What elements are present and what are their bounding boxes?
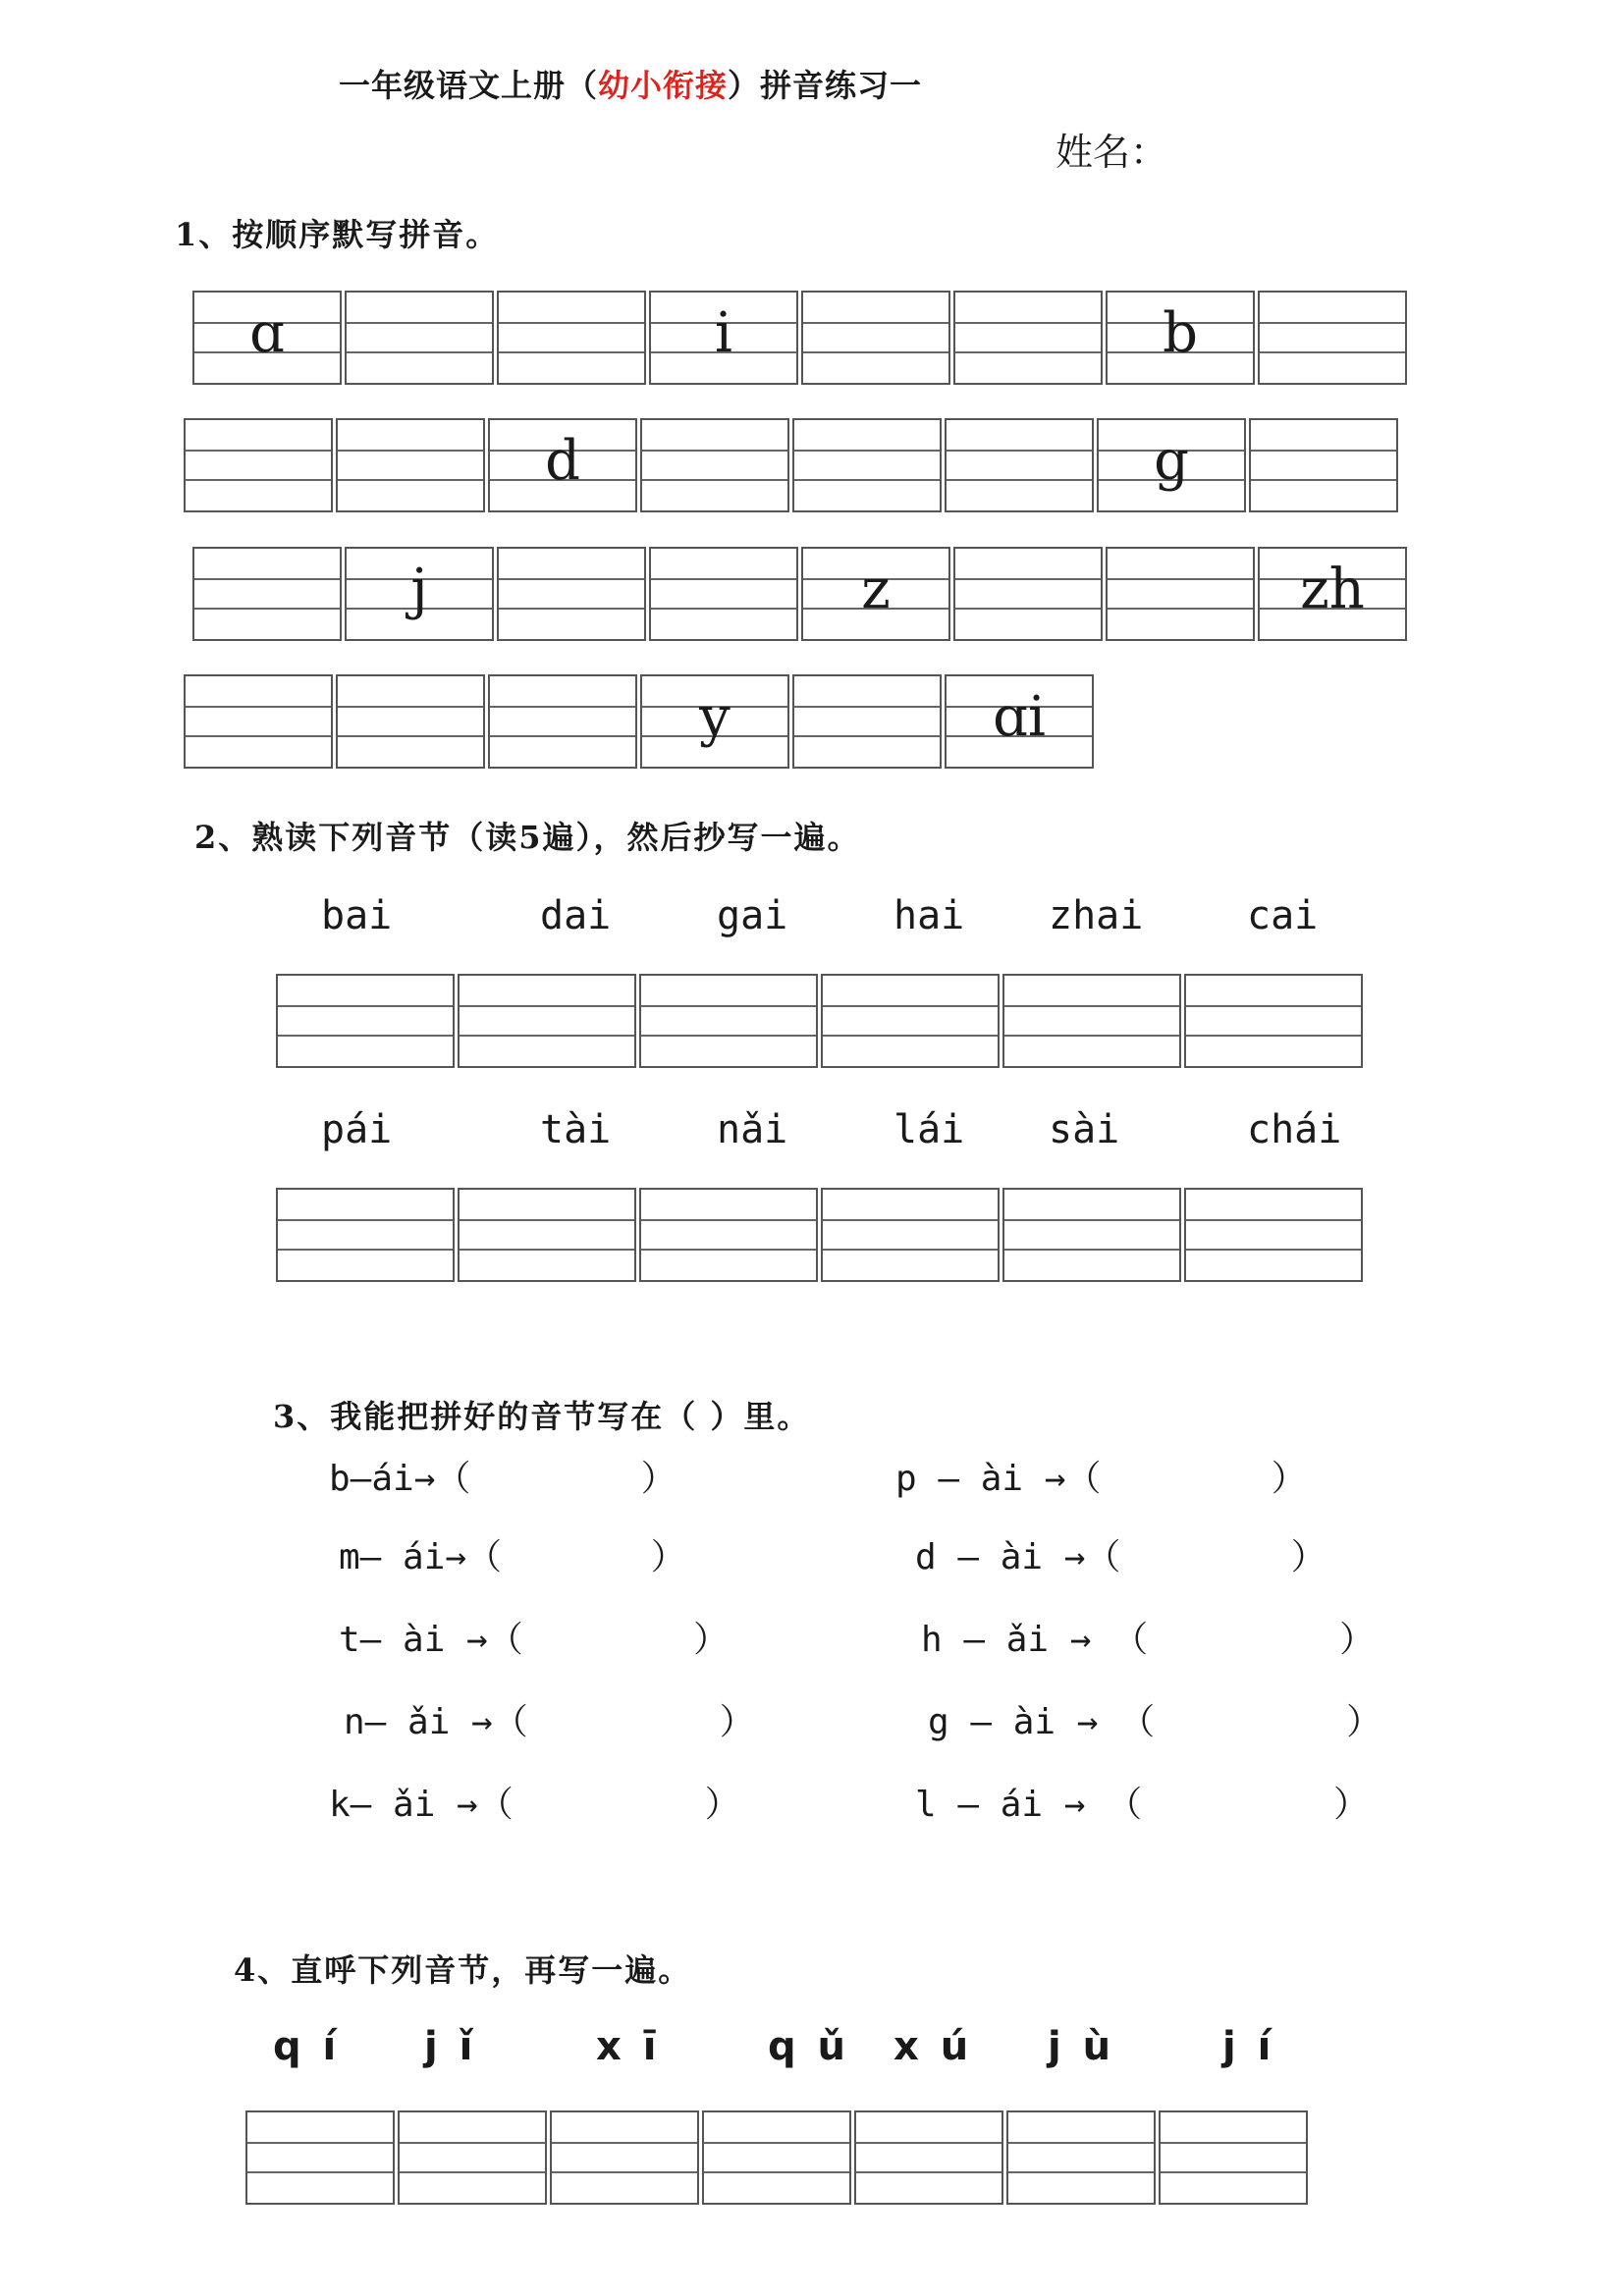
guide-line [247, 2142, 393, 2144]
writing-cell[interactable] [184, 674, 333, 769]
syllable-label: chái [1247, 1107, 1342, 1152]
guide-line [499, 608, 644, 610]
guide-line [641, 1035, 816, 1037]
pinyin-letter: g [1154, 429, 1189, 493]
guide-line [947, 479, 1092, 481]
writing-cell[interactable] [1159, 2110, 1308, 2205]
guide-line [1161, 2171, 1306, 2173]
syllable-label: x ī [596, 2024, 661, 2069]
guide-line [499, 351, 644, 353]
guide-line [642, 450, 787, 452]
guide-line [338, 479, 483, 481]
guide-line [803, 351, 948, 353]
guide-line [856, 2171, 1001, 2173]
guide-line [955, 351, 1101, 353]
writing-cell[interactable] [792, 674, 942, 769]
syllable-label: q í [273, 2024, 341, 2069]
blend-exercise: k— ǎi →（ ） [329, 1785, 740, 1825]
guide-line [704, 2142, 849, 2144]
guide-line [1004, 1035, 1179, 1037]
writing-row [276, 974, 1366, 1068]
pinyin-letter: i [715, 301, 732, 365]
writing-cell[interactable] [702, 2110, 851, 2205]
guide-line [704, 2171, 849, 2173]
guide-line [794, 735, 940, 737]
writing-cell[interactable] [792, 418, 942, 512]
guide-line [278, 1249, 453, 1251]
title-highlight: 幼小衔接 [598, 67, 729, 104]
guide-line [955, 578, 1101, 580]
guide-line [642, 479, 787, 481]
syllable-label: bai [321, 893, 393, 938]
pinyin-letter: z [861, 558, 891, 621]
question-4-heading: 4、直呼下列音节，再写一遍。 [234, 1951, 692, 1989]
writing-cell[interactable] [1002, 974, 1181, 1068]
syllable-label: zhai [1049, 893, 1144, 938]
guide-line [1251, 479, 1396, 481]
syllable-label: j í [1222, 2024, 1275, 2069]
guide-line [490, 735, 635, 737]
guide-line [641, 1249, 816, 1251]
guide-line [823, 1219, 998, 1221]
syllable-label: j ù [1048, 2024, 1115, 2069]
guide-line [460, 1219, 634, 1221]
writing-cell[interactable] [1258, 291, 1407, 385]
writing-cell[interactable] [639, 974, 818, 1068]
question-2-heading: 2、熟读下列音节（读5遍），然后抄写一遍。 [194, 819, 861, 856]
syllable-label: j ǐ [424, 2024, 477, 2069]
writing-cell[interactable] [821, 974, 1000, 1068]
guide-line [490, 706, 635, 708]
guide-line [338, 706, 483, 708]
guide-line [823, 1249, 998, 1251]
writing-cell[interactable] [336, 674, 485, 769]
q1-row [184, 674, 1097, 769]
blend-exercise: m— ái→（ ） [339, 1537, 686, 1577]
blend-exercise: g — ài → （ ） [928, 1702, 1382, 1742]
writing-row [245, 2110, 1311, 2205]
question-3-heading: 3、我能把拼好的音节写在（ ）里。 [273, 1398, 811, 1435]
question-1-heading: 1、按顺序默写拼音。 [175, 216, 500, 253]
guide-line [651, 608, 796, 610]
writing-cell[interactable] [192, 291, 342, 385]
guide-line [1186, 1249, 1361, 1251]
guide-line [1004, 1249, 1179, 1251]
blend-exercise: l — ái → （ ） [915, 1785, 1370, 1825]
writing-cell[interactable] [854, 2110, 1003, 2205]
guide-line [186, 479, 331, 481]
syllable-label: dai [540, 893, 612, 938]
writing-cell[interactable] [458, 974, 636, 1068]
writing-cell[interactable] [276, 974, 455, 1068]
syllable-label: tài [540, 1107, 612, 1152]
syllable-label: x ú [893, 2024, 973, 2069]
writing-cell[interactable] [953, 291, 1103, 385]
writing-cell[interactable] [345, 291, 494, 385]
writing-cell[interactable] [398, 2110, 547, 2205]
writing-cell[interactable] [550, 2110, 699, 2205]
writing-cell[interactable] [640, 674, 789, 769]
pinyin-letter: j [410, 558, 428, 621]
pinyin-letter: b [1163, 301, 1198, 365]
blend-exercise: t— ài →（ ） [339, 1620, 730, 1660]
guide-line [338, 735, 483, 737]
writing-cell[interactable] [1184, 1188, 1363, 1282]
guide-line [1186, 1219, 1361, 1221]
writing-cell[interactable] [801, 291, 950, 385]
writing-cell[interactable] [192, 547, 342, 641]
guide-line [794, 450, 940, 452]
writing-cell[interactable] [245, 2110, 395, 2205]
writing-cell[interactable] [1006, 2110, 1156, 2205]
guide-line [552, 2142, 697, 2144]
guide-line [1108, 578, 1253, 580]
guide-line [1008, 2171, 1154, 2173]
guide-line [1251, 450, 1396, 452]
guide-line [186, 735, 331, 737]
pinyin-letter: y [699, 685, 731, 749]
writing-cell[interactable] [649, 547, 798, 641]
page-title: 一年级语文上册（幼小衔接）拼音练习一 [339, 67, 923, 104]
guide-line [347, 322, 492, 324]
writing-cell[interactable] [488, 418, 637, 512]
guide-line [499, 578, 644, 580]
writing-cell[interactable] [184, 418, 333, 512]
writing-cell[interactable] [488, 674, 637, 769]
writing-cell[interactable] [1106, 291, 1255, 385]
guide-line [347, 351, 492, 353]
name-label: 姓名： [1056, 131, 1168, 174]
writing-row [276, 1188, 1366, 1282]
writing-cell[interactable] [821, 1188, 1000, 1282]
writing-cell[interactable] [639, 1188, 818, 1282]
guide-line [856, 2142, 1001, 2144]
guide-line [278, 1219, 453, 1221]
q1-row [192, 547, 1410, 641]
blend-exercise: d — ài →（ ） [915, 1537, 1326, 1577]
writing-cell[interactable] [945, 418, 1094, 512]
guide-line [194, 608, 340, 610]
guide-line [1260, 351, 1405, 353]
writing-cell[interactable] [336, 418, 485, 512]
pinyin-letter: d [545, 429, 580, 493]
guide-line [1004, 1005, 1179, 1007]
pinyin-letter: ɑ [249, 301, 285, 365]
guide-line [460, 1035, 634, 1037]
writing-cell[interactable] [649, 291, 798, 385]
guide-line [823, 1035, 998, 1037]
guide-line [947, 450, 1092, 452]
syllable-label: cai [1247, 893, 1319, 938]
guide-line [1008, 2142, 1154, 2144]
syllable-label: gai [717, 893, 788, 938]
syllable-label: pái [321, 1107, 393, 1152]
writing-cell[interactable] [953, 547, 1103, 641]
guide-line [1260, 322, 1405, 324]
guide-line [955, 322, 1101, 324]
pinyin-letter: zh [1300, 558, 1365, 621]
writing-cell[interactable] [1106, 547, 1255, 641]
pinyin-letter: ɑi [993, 685, 1046, 749]
guide-line [651, 578, 796, 580]
writing-cell[interactable] [945, 674, 1094, 769]
guide-line [460, 1249, 634, 1251]
writing-cell[interactable] [276, 1188, 455, 1282]
writing-cell[interactable] [801, 547, 950, 641]
guide-line [1108, 608, 1253, 610]
guide-line [1161, 2142, 1306, 2144]
writing-cell[interactable] [497, 291, 646, 385]
writing-cell[interactable] [1097, 418, 1246, 512]
guide-line [955, 608, 1101, 610]
guide-line [1186, 1035, 1361, 1037]
guide-line [794, 479, 940, 481]
guide-line [499, 322, 644, 324]
guide-line [194, 578, 340, 580]
writing-cell[interactable] [345, 547, 494, 641]
guide-line [338, 450, 483, 452]
blend-exercise: b—ái→（ ） [329, 1459, 677, 1499]
guide-line [823, 1005, 998, 1007]
writing-cell[interactable] [1249, 418, 1398, 512]
guide-line [552, 2171, 697, 2173]
guide-line [247, 2171, 393, 2173]
writing-cell[interactable] [497, 547, 646, 641]
writing-cell[interactable] [458, 1188, 636, 1282]
guide-line [794, 706, 940, 708]
guide-line [1186, 1005, 1361, 1007]
guide-line [400, 2171, 545, 2173]
guide-line [278, 1035, 453, 1037]
q1-row [184, 418, 1401, 512]
writing-cell[interactable] [1258, 547, 1407, 641]
q1-row [192, 291, 1410, 385]
guide-line [641, 1219, 816, 1221]
syllable-label: lái [893, 1107, 965, 1152]
guide-line [460, 1005, 634, 1007]
syllable-label: q ǔ [768, 2024, 850, 2069]
syllable-label: hai [893, 893, 965, 938]
guide-line [186, 450, 331, 452]
guide-line [641, 1005, 816, 1007]
blend-exercise: n— ǎi →（ ） [344, 1702, 755, 1742]
blend-exercise: h — ǎi → （ ） [921, 1620, 1376, 1660]
syllable-label: sài [1049, 1107, 1120, 1152]
writing-cell[interactable] [1002, 1188, 1181, 1282]
guide-line [400, 2142, 545, 2144]
writing-cell[interactable] [1184, 974, 1363, 1068]
blend-exercise: p — ài →（ ） [895, 1459, 1307, 1499]
guide-line [278, 1005, 453, 1007]
guide-line [1004, 1219, 1179, 1221]
writing-cell[interactable] [640, 418, 789, 512]
guide-line [186, 706, 331, 708]
syllable-label: nǎi [717, 1107, 788, 1152]
guide-line [803, 322, 948, 324]
